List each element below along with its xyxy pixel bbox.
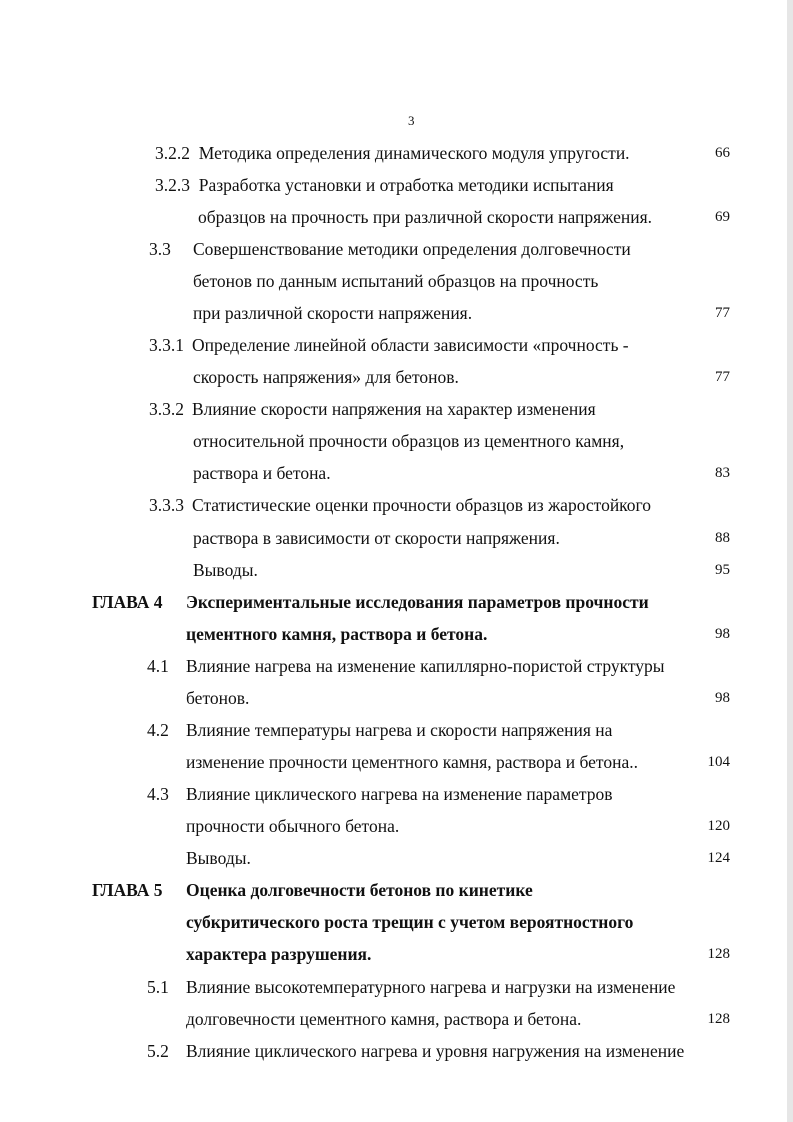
toc-entry-conclusions-4: Выводы. [186, 848, 251, 868]
chapter-title-line: субкритического роста трещин с учетом вероятностного [186, 912, 634, 932]
section-number: 3.2.2 [155, 143, 190, 163]
chapter-title-line: Экспериментальные исследования параметров прочности [186, 592, 649, 612]
toc-entry-3-3-1-number: 3.3.1 [149, 335, 184, 355]
page-ref: 88 [715, 530, 730, 546]
page-number: 3 [408, 113, 415, 128]
section-title-line: при различной скорости напряжения. [193, 303, 473, 323]
toc-entry-3-2-2 [155, 142, 630, 164]
section-title-line: прочности обычного бетона. [186, 816, 400, 836]
section-title-line: бетонов по данным испытаний образцов на прочность [193, 271, 599, 291]
section-title: Методика определения динамического модуля упругости. [198, 143, 630, 163]
section-title-line: Статистические оценки прочности образцов из жаростойкого [192, 495, 652, 515]
toc-entry-3-3-3-number: 3.3.3 [149, 495, 184, 515]
toc-entry-5-1-number: 5.1 [147, 977, 169, 997]
scan-edge [787, 0, 793, 1122]
page-ref: 128 [707, 1011, 730, 1027]
section-title-line: скорость напряжения» для бетонов. [193, 367, 459, 387]
section-title-line: долговечности цементного камня, раствора и бетона. [186, 1009, 582, 1029]
page-ref: 69 [715, 209, 730, 225]
chapter-5-label: ГЛАВА 5 [92, 880, 163, 900]
page-ref: 95 [715, 562, 730, 578]
toc-entry-5-2-number: 5.2 [147, 1041, 169, 1061]
page-ref: 128 [707, 946, 730, 962]
page-ref: 66 [715, 145, 730, 161]
toc-entry-4-3-number: 4.3 [147, 784, 169, 804]
chapter-4-label: ГЛАВА 4 [92, 592, 163, 612]
toc-entry-3-3-2-number: 3.3.2 [149, 399, 184, 419]
chapter-title-line: цементного камня, раствора и бетона. [186, 624, 488, 644]
page-ref: 98 [715, 690, 730, 706]
section-title-line: относительной прочности образцов из цементного камня, [193, 431, 625, 451]
section-title-line: Разработка установки и отработка методики испытания [198, 175, 614, 195]
section-title-line: Влияние циклического нагрева и уровня нагружения на изменение [186, 1041, 685, 1061]
toc-entry-3-2-3 [155, 174, 614, 196]
toc-entry-3-3-number: 3.3 [149, 239, 171, 259]
section-title-line: изменение прочности цементного камня, раствора и бетона.. [186, 752, 638, 772]
page-ref: 104 [707, 754, 730, 770]
section-title-line: Влияние циклического нагрева на изменение параметров [186, 784, 613, 804]
section-title-line: Определение линейной области зависимости «прочность - [192, 335, 629, 355]
section-title-line: образцов на прочность при различной скорости напряжения. [198, 207, 652, 227]
page-ref: 120 [707, 818, 730, 834]
section-title-line: Совершенствование методики определения долговечности [193, 239, 631, 259]
section-title-line: бетонов. [186, 688, 250, 708]
page-ref: 83 [715, 465, 730, 481]
chapter-title-line: Оценка долговечности бетонов по кинетике [186, 880, 533, 900]
page-ref: 77 [715, 305, 730, 321]
section-title-line: Влияние нагрева на изменение капиллярно-пористой структуры [186, 656, 665, 676]
chapter-title-line: характера разрушения. [186, 944, 372, 964]
page-ref: 124 [707, 850, 730, 866]
section-title-line: Влияние скорости напряжения на характер изменения [192, 399, 596, 419]
section-title-line: раствора и бетона. [193, 463, 331, 483]
section-number: 3.2.3 [155, 175, 190, 195]
section-title-line: Влияние высокотемпературного нагрева и нагрузки на изменение [186, 977, 676, 997]
section-title-line: Влияние температуры нагрева и скорости напряжения на [186, 720, 613, 740]
toc-entry-4-1-number: 4.1 [147, 656, 169, 676]
page-ref: 98 [715, 626, 730, 642]
toc-entry-4-2-number: 4.2 [147, 720, 169, 740]
page-ref: 77 [715, 369, 730, 385]
section-title-line: раствора в зависимости от скорости напряжения. [193, 528, 560, 548]
toc-entry-conclusions-3: Выводы. [193, 560, 258, 580]
